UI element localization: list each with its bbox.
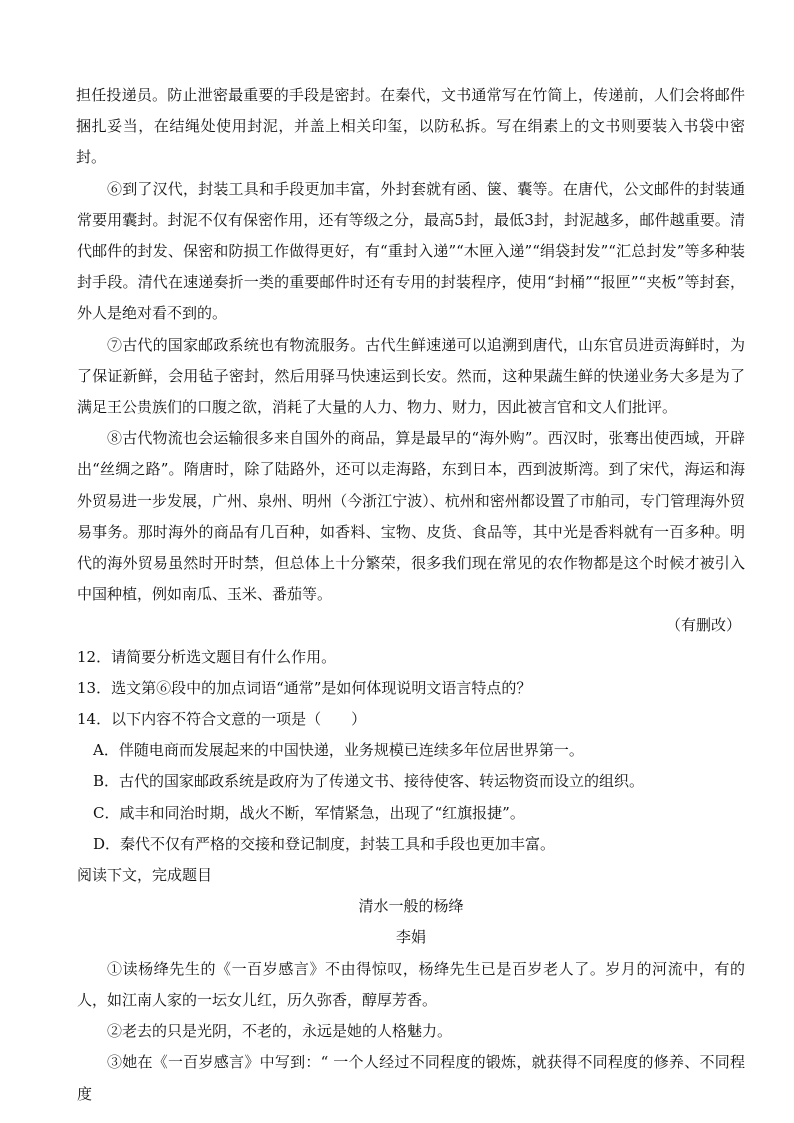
question-14-option-b: B．古代的国家邮政系统是政府为了传递文书、接待使客、转运物资而设立的组织。 (93, 772, 645, 791)
paragraph-7: ⑦古代的国家邮政系统也有物流服务。古代生鲜速递可以追溯到唐代，山东官员进贡海鲜时，为了保证新鲜，会用毡子密封，然后用驿马快速运到长安。然而，这种果蔬生鲜的快递业务大多是为了满足王公贵族们的口腹之欲，消耗了大量的人力、物力、财力，因此被言官和文人们批评。 (77, 335, 745, 417)
article-paragraph-1: ①读杨绛先生的《一百岁感言》不由得惊叹，杨绛先生已是百岁老人了。岁月的河流中，有的人，如江南人家的一坛女儿红，历久弥香，醇厚芳香。 (77, 959, 745, 1009)
paragraph-continued: 担任投递员。防止泄密最重要的手段是密封。在秦代，文书通常写在竹简上，传递前，人们会将邮件捆扎妥当，在结绳处使用封泥，并盖上相关印玺，以防私拆。写在绢素上的文书则要装入书袋中密封。 (76, 86, 745, 167)
article-paragraph-2: ②老去的只是光阴，不老的，永远是她的人格魅力。 (107, 1022, 453, 1041)
document-content (77, 80, 745, 1110)
question-13: 13．选文第⑥段中的加点词语“通常”是如何体现说明文语言特点的？ (77, 678, 532, 697)
article-title: 清水一般的杨绛 (358, 897, 464, 916)
paragraph-6: ⑥到了汉代，封装工具和手段更加丰富，外封套就有函、箧、囊等。在唐代，公文邮件的封装通常要用囊封。封泥不仅有保密作用，还有等级之分，最高5封，最低3封，封泥越多，邮件越重要。清代邮件的封发、保密和防损工作做得更好，有“重封入递”“木匣入递”“绢袋封发”“汇总封发”等多种装封手段。清代在速递奏折一类的重要邮件时还有专用的封装程序，使用“封桶”“报匣”“夹板”等封套，外人是绝对看不到的。 (77, 179, 745, 323)
reading-instruction: 阅读下文，完成题目 (77, 866, 213, 885)
question-14-option-a: A．伴随电商而发展起来的中国快递，业务规模已连续多年位居世界第一。 (93, 741, 584, 760)
article-paragraph-3: ③她在《一百岁感言》中写到：“ 一个人经过不同程度的锻炼，就获得不同程度的修养、不同程度 (77, 1053, 745, 1103)
question-14: 14．以下内容不符合文意的一项是（ ） (77, 710, 367, 729)
question-14-option-d: D．秦代不仅有严格的交接和登记制度，封装工具和手段也更加丰富。 (93, 834, 556, 853)
article-author: 李娟 (395, 928, 426, 947)
question-12: 12．请简要分析选文题目有什么作用。 (77, 647, 337, 666)
edit-note: （有删改） (665, 616, 741, 635)
question-14-option-c: C．咸丰和同治时期，战火不断，军情紧急，出现了“红旗报捷”。 (93, 803, 525, 822)
paragraph-8: ⑧古代物流也会运输很多来自国外的商品，算是最早的“海外购”。西汉时，张骞出使西域，开辟出“丝绸之路”。隋唐时，除了陆路外，还可以走海路，东到日本，西到波斯湾。到了宋代，海运和海外贸易进一步发展，广州、泉州、明州（今浙江宁波）、杭州和密州都设置了市舶司，专门管理海外贸易事务。那时海外的商品有几百种，如香料、宝物、皮货、食品等，其中光是香料就有一百多种。明代的海外贸易虽然时开时禁，但总体上十分繁荣，很多我们现在常见的农作物都是这个时候才被引入中国种植，例如南瓜、玉米、番茄等。 (77, 429, 745, 604)
